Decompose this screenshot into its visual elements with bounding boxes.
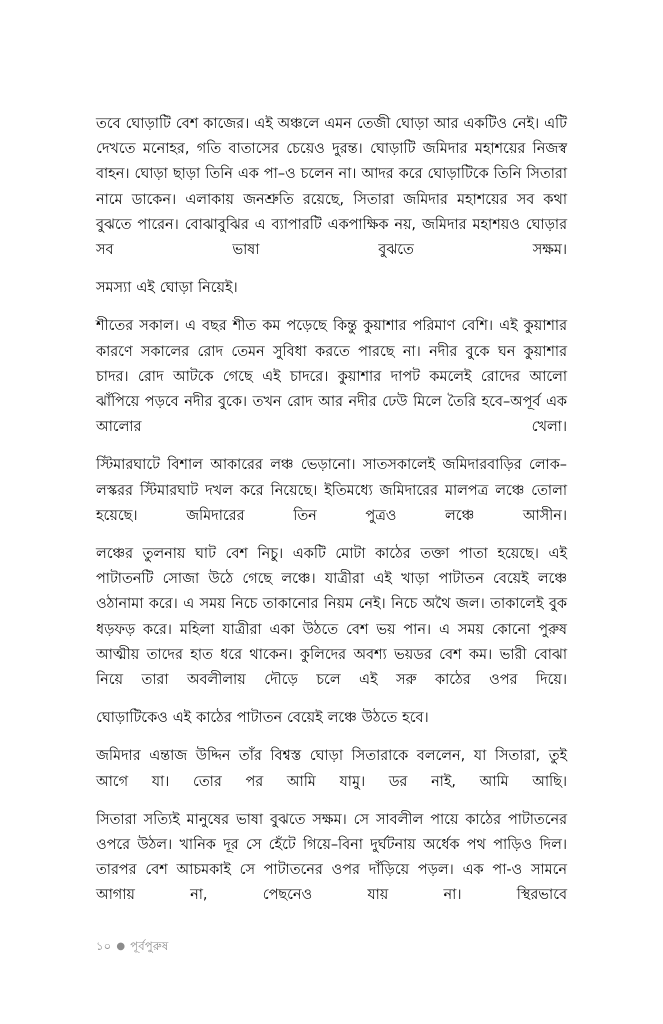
paragraph: শীতের সকাল। এ বছর শীত কম পড়েছে কিন্তু কুয়াশার পরিমাণ বেশি। এই কুয়াশার কারণে সকালের রোদ তেমন সুবিধা করতে পারছে না। নদীর বুকে ঘন কুয়াশার চাদর। রোদ আটকে গেছে এই চাদরে। কুয়াশার দাপট কমলেই রোদের আলো ঝাঁপিয়ে পড়বে নদীর বুকে। তখন রোদ আর নদীর ঢেউ মিলে তৈরি হবে–অপূর্ব এক আলোর খেলা।: [96, 318, 567, 436]
paragraph: সিতারা সত্যিই মানুষের ভাষা বুঝতে সক্ষম। সে সাবলীল পায়ে কাঠের পাটাতনের ওপরে উঠল। খানিক দূর সে হেঁটে গিয়ে–বিনা দুর্ঘটনায় অর্ধেক পথ পাড়িও দিল। তারপর বেশ আচমকাই সে পাটাতনের ওপর দাঁড়িয়ে পড়ল। এক পা-ও সামনে আগায় না, পেছনেও যায় না। স্থিরভাবে: [96, 811, 567, 904]
paragraph: স্টিমারঘাটে বিশাল আকারের লঞ্চ ভেড়ানো। সাতসকালেই জমিদারবাড়ির লোক–লস্করর স্টিমারঘাট দখল করে নিয়েছে। ইতিমধ্যে জমিদারের মালপত্র লঞ্চে তোলা হয়েছে। জমিদারের তিন পুত্রও লঞ্চে আসীন।: [96, 457, 567, 524]
paragraph: ঘোড়াটিকেও এই কাঠের পাটাতন বেয়েই লঞ্চে উঠতে হবে।: [96, 710, 429, 727]
paragraph: জমিদার এন্তাজ উদ্দিন তাঁর বিশ্বস্ত ঘোড়া সিতারাকে বললেন, যা সিতারা, তুই আগে যা। তোর পর আমি যামু। ডর নাই, আমি আছি।: [96, 748, 567, 790]
paragraph: তবে ঘোড়াটি বেশ কাজের। এই অঞ্চলে এমন তেজী ঘোড়া আর একটিও নেই। এটি দেখতে মনোহর, গতি বাতাসের চেয়েও দুরন্ত। ঘোড়াটি জমিদার মহাশয়ের নিজস্ব বাহন। ঘোড়া ছাড়া তিনি এক পা–ও চলেন না। আদর করে ঘোড়াটিকে তিনি সিতারা নামে ডাকেন। এলাকায় জনশ্রুতি রয়েছে, সিতারা জমিদার মহাশয়ের সব কথা বুঝতে পারেন। বোঝাবুঝির এ ব্যাপারটি একপাক্ষিক নয়, জমিদার মহাশয়ও ঘোড়ার সব ভাষা বুঝতে সক্ষম।: [96, 116, 567, 259]
paragraph: লঞ্চের তুলনায় ঘাট বেশ নিচু। একটি মোটা কাঠের তক্তা পাতা হয়েছে। এই পাটাতনটি সোজা উঠে গেছে লঞ্চে। যাত্রীরা এই খাড়া পাটাতন বেয়েই লঞ্চে ওঠানামা করে। এ সময় নিচে তাকানোর নিয়ম নেই। নিচে অথৈ জল। তাকালেই বুক ধড়ফড় করে। মহিলা যাত্রীরা একা উঠতে বেশ ভয় পান। এ সময় কোনো পুরুষ আত্মীয় তাদের হাত ধরে থাকেন। কুলিদের অবশ্য ভয়ডর বেশ কম। ভারী বোঝা নিয়ে তারা অবলীলায় দৌড়ে চলে এই সরু কাঠের ওপর দিয়ে।: [96, 546, 567, 689]
paragraph: সমস্যা এই ঘোড়া নিয়েই।: [96, 280, 238, 297]
footer-separator-dot: ●: [116, 940, 126, 952]
page-footer: [96, 938, 567, 955]
book-title: পূর্বপুরুষ: [130, 939, 169, 953]
page-number: ১০: [96, 939, 112, 953]
page-text-body: [96, 112, 567, 909]
